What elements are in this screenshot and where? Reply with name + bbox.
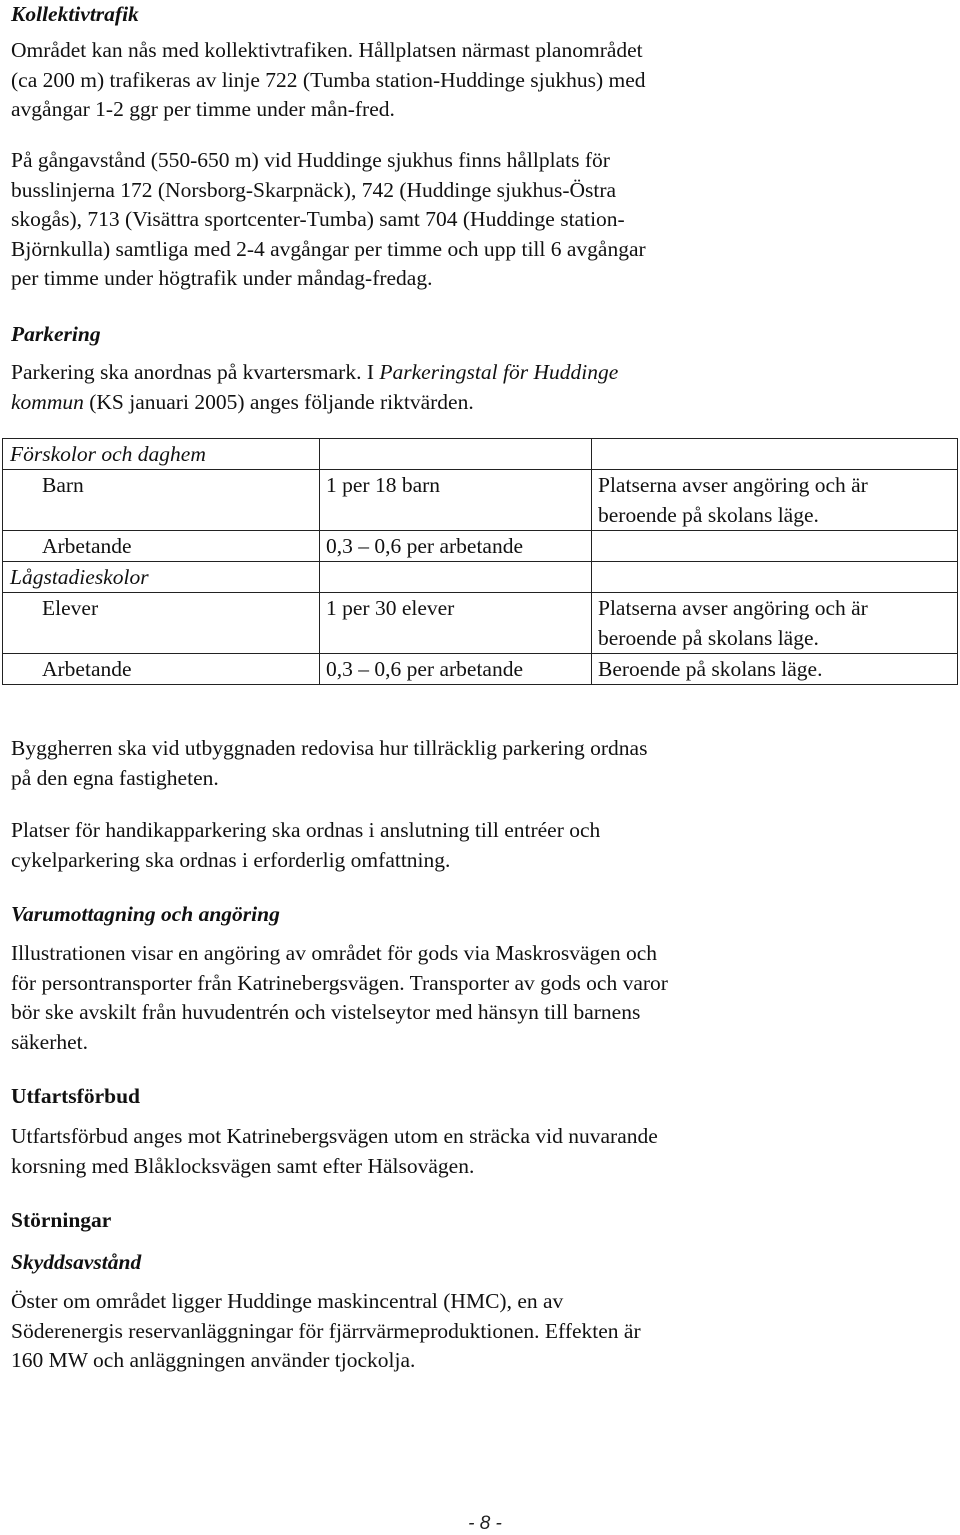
table-cell-note (592, 531, 958, 562)
text-line: busslinjerna 172 (Norsborg-Skarpnäck), 742 (Huddinge sjukhus-Östra (11, 177, 617, 202)
table-row (3, 593, 958, 654)
note-line: beroende på skolans läge. (598, 503, 819, 527)
page-number: - 8 - (468, 1513, 502, 1534)
kollektivtrafik-paragraph-2 (11, 146, 951, 294)
table-cell-note (592, 439, 958, 470)
text-line (11, 388, 951, 418)
text-line: Platser för handikapparkering ska ordnas i anslutning till entréer och (11, 818, 601, 842)
table-item-label: Arbetande (3, 531, 320, 562)
text-span: (KS januari 2005) anges följande riktvärden. (83, 389, 474, 414)
table-row (3, 562, 958, 593)
note-line: beroende på skolans läge. (598, 626, 819, 650)
skyddsavstand-paragraph (11, 1287, 951, 1376)
parkering-intro (11, 358, 951, 417)
text-line: säkerhet. (11, 1029, 89, 1054)
text-line: Utfartsförbud anges mot Katrinebergsvägen utom en sträcka vid nuvarande (11, 1124, 658, 1148)
table-cell-note (592, 470, 958, 531)
document-reference-title: Parkeringstal för Huddinge (379, 360, 619, 384)
text-line: (ca 200 m) trafikeras av linje 722 (Tumba station-Huddinge sjukhus) med (11, 67, 646, 92)
text-line: på den egna fastigheten. (11, 765, 219, 790)
parking-standards-table (2, 438, 958, 685)
table-row (3, 470, 958, 531)
table-item-label: Barn (3, 470, 320, 531)
heading-storningar: Störningar (11, 1208, 112, 1232)
text-line: Illustrationen visar en angöring av området för gods via Maskrosvägen och (11, 941, 658, 965)
table-item-label: Elever (3, 593, 320, 654)
parkering-paragraph-byggherre (11, 734, 951, 793)
table-cell-note (592, 593, 958, 654)
parkering-paragraph-handikapp (11, 816, 951, 875)
text-line: Öster om området ligger Huddinge maskincentral (HMC), en av (11, 1289, 564, 1313)
text-line: bör ske avskilt från huvudentrén och vistelseytor med hänsyn till barnens (11, 1000, 641, 1024)
heading-utfartsforbud: Utfartsförbud (11, 1084, 140, 1108)
table-group-label: Förskolor och daghem (3, 439, 320, 470)
text-span: Parkering ska anordnas på kvartersmark. I (11, 360, 380, 384)
text-line: Byggherren ska vid utbyggnaden redovisa hur tillräcklig parkering ordnas (11, 736, 648, 760)
text-line: Björnkulla) samtliga med 2-4 avgångar per timme och upp till 6 avgångar (11, 236, 646, 261)
note-line: Platserna avser angöring och är (598, 596, 868, 620)
text-line: korsning med Blåklocksvägen samt efter Hälsovägen. (11, 1153, 475, 1178)
table-cell-note (592, 562, 958, 593)
table-row (3, 531, 958, 562)
table-cell-value: 0,3 – 0,6 per arbetande (320, 531, 592, 562)
text-line: för persontransporter från Katrinebergsvägen. Transporter av gods och varor (11, 970, 668, 995)
text-line: Söderenergis reservanläggningar för fjärrvärmeproduktionen. Effekten är (11, 1318, 641, 1343)
table-cell-note: Beroende på skolans läge. (592, 654, 958, 685)
subheading-skyddsavstand: Skyddsavstånd (11, 1250, 142, 1274)
heading-varumottagning: Varumottagning och angöring (11, 902, 280, 926)
text-line: På gångavstånd (550-650 m) vid Huddinge sjukhus finns hållplats för (11, 148, 610, 172)
text-line (11, 358, 951, 388)
table-cell-value (320, 439, 592, 470)
text-line: avgångar 1-2 ggr per timme under mån-fred. (11, 97, 395, 121)
text-line: cykelparkering ska ordnas i erforderlig omfattning. (11, 847, 451, 872)
table-cell-value (320, 562, 592, 593)
table-row (3, 439, 958, 470)
heading-kollektivtrafik: Kollektivtrafik (11, 2, 139, 26)
table-group-label: Lågstadieskolor (3, 562, 320, 593)
table-cell-value: 1 per 18 barn (320, 470, 592, 531)
document-reference-title: kommun (11, 389, 84, 414)
table-cell-value: 0,3 – 0,6 per arbetande (320, 654, 592, 685)
kollektivtrafik-paragraph-1 (11, 36, 951, 125)
varumottagning-paragraph (11, 939, 951, 1057)
table-row (3, 654, 958, 685)
note-line: Platserna avser angöring och är (598, 473, 868, 497)
text-line: Området kan nås med kollektivtrafiken. Hållplatsen närmast planområdet (11, 38, 643, 62)
utfartsforbud-paragraph (11, 1122, 951, 1181)
text-line: 160 MW och anläggningen använder tjockolja. (11, 1348, 416, 1372)
table-item-label: Arbetande (3, 654, 320, 685)
heading-parkering: Parkering (11, 322, 101, 346)
text-line: skogås), 713 (Visättra sportcenter-Tumba) samt 704 (Huddinge station- (11, 207, 625, 231)
text-line: per timme under högtrafik under måndag-fredag. (11, 266, 433, 290)
table-cell-value: 1 per 30 elever (320, 593, 592, 654)
